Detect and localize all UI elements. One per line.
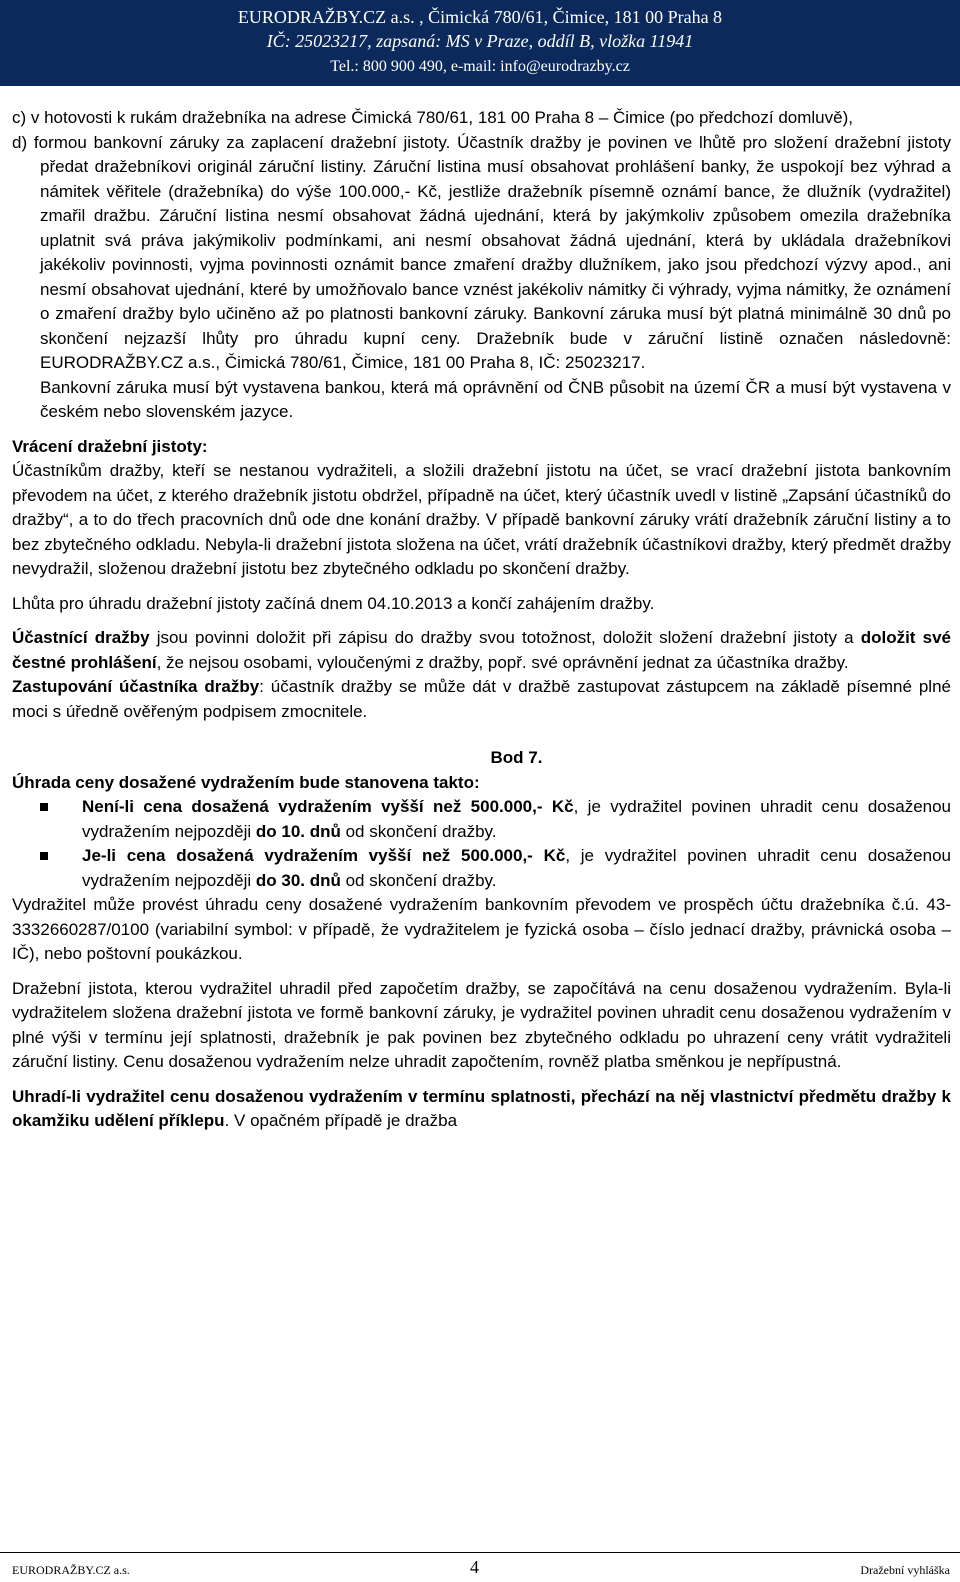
payment-option-d: d) formou bankovní záruky za zaplacení dražební jistoty. Účastník dražby je povinen ve lhůtě pro složení dražební jistoty předat dražebníkovi originál záruční listiny. Záruční listina musí obsahovat prohlášení banky, že uspokojí bez výhrad a námitek věřitele (dražebníka) do výše 100.000,- Kč, jestliže dražebník písemně oznámí bance, že dlužník (vydražitel) zmařil dražbu. Záruční listina nesmí obsahovat žádná ujednání, která by jakýmkoliv způsobem omezila dražebníka uplatnit svá práva jakýmikoliv podmínkami, ani nesmí obsahovat žádná ujednání, která by ukládala dražebníkovi jakékoliv povinnosti, vyjma povinnosti oznámit bance zmaření dražby dlužníkem, jako jsou předchozí výzvy apod., ani nesmí obsahovat ujednání, které by umožňovalo bance vznést jakékoliv námitky či výhrady, vyjma námitky, že oznámení o zmaření dražby bylo učiněno až po platnosti bankovní záruky. Bankovní záruka musí být platná minimálně 30 dnů po skončení nejzazší lhůty pro úhradu kupní ceny. Dražebník bude v záruční listině označen následovně: EURODRAŽBY.CZ a.s., Čimická 780/61, Čimice, 181 00 Praha 8, IČ: 25023217. — [12, 132, 951, 372]
deposit-offset-paragraph: Dražební jistota, kterou vydražitel uhradil před započetím dražby, se započítává na cenu dosaženou vydražením. Byla-li vydražitelem složena dražební jistota ve formě bankovní záruky, je vydražitel povinen uhradit cenu dosaženou vydražením v plné výši v termínu její splatnosti, dražebník je pak povinen bez zbytečného odkladu po uhrazení ceny vrátit vydražiteli záruční listiny. Cenu dosaženou vydražením nelze uhradit započtením, rovněž platba směnkou je nepřípustná. — [12, 978, 951, 1071]
section-number: Bod 7. — [490, 748, 543, 767]
list-item: Je-li cena dosažená vydražením vyšší než 500.000,- Kč, je vydražitel povinen uhradit cenu dosaženou vydražením nejpozději do 30. dnů od skončení dražby. — [12, 844, 951, 893]
section-title-payment: Úhrada ceny dosažené vydražením bude stanovena takto: — [12, 772, 480, 792]
page-number: 4 — [470, 1557, 479, 1577]
letterhead-contact: Tel.: 800 900 490, e-mail: info@eurodrazby.cz — [330, 58, 630, 75]
participants-paragraph: Účastnící dražby jsou povinni doložit při zápisu do dražby svou totožnost, doložit složení dražební jistoty a doložit své čestné prohlášení, že nejsou osobami, vyloučenými z dražby, popř. své oprávnění jednat za účastníka dražby. — [12, 628, 951, 672]
document-body — [12, 106, 951, 1134]
letterhead — [0, 0, 960, 86]
square-bullet-icon — [40, 852, 48, 860]
representation-paragraph: Zastupování účastníka dražby: účastník dražby se může dát v dražbě zastupovat zástupcem na základě písemné plné moci s úředně ověřeným podpisem zmocnitele. — [12, 677, 951, 721]
page-footer — [0, 1552, 960, 1582]
footer-document-title: Dražební vyhláška — [860, 1563, 950, 1577]
payment-option-c: c) v hotovosti k rukám dražebníka na adrese Čimická 780/61, 181 00 Praha 8 – Čimice (po předchozí domluvě), — [12, 108, 853, 127]
bank-guarantee-note: Bankovní záruka musí být vystavena bankou, která má oprávnění od ČNB působit na území ČR a musí být vystavena v českém nebo slovenském jazyce. — [40, 377, 951, 421]
section-title-refund: Vrácení dražební jistoty: — [12, 436, 208, 456]
ownership-transfer-paragraph: Uhradí-li vydražitel cenu dosaženou vydražením v termínu splatnosti, přechází na něj vlastnictví předmětu dražby k okamžiku udělení příklepu. V opačném případě je dražba — [12, 1086, 951, 1130]
letterhead-registration: IČ: 25023217, zapsaná: MS v Praze, oddíl B, vložka 11941 — [266, 31, 694, 51]
letterhead-company: EURODRAŽBY.CZ a.s. , Čimická 780/61, Čimice, 181 00 Praha 8 — [237, 7, 723, 27]
footer-company: EURODRAŽBY.CZ a.s. — [12, 1563, 130, 1577]
deposit-deadline: Lhůta pro úhradu dražební jistoty začíná dnem 04.10.2013 a končí zahájením dražby. — [12, 593, 655, 613]
payment-terms-list — [12, 795, 951, 893]
bank-transfer-paragraph: Vydražitel může provést úhradu ceny dosažené vydražením bankovním převodem ve prospěch účtu dražebníka č.ú. 43-3332660287/0100 (variabilní symbol: v případě, že vydražitelem je fyzická osoba – číslo jednací dražby, právnická osoba – IČ), nebo poštovní poukázkou. — [12, 895, 951, 963]
refund-paragraph: Účastníkům dražby, kteří se nestanou vydražiteli, a složili dražební jistotu na účet, se vrací dražební jistota bankovním převodem na účet, z kterého dražebník jistotu obdržel, případně na účet, který účastník uvedl v listině „Zapsání účastníků do dražby“, a to do třech pracovních dnů ode dne konání dražby. V případě bankovní záruky vrátí dražebník záruční listiny a to bez zbytečného odkladu. Nebyla-li dražební jistota složena na účet, vrátí dražebník účastníkovi dražby, který předmět dražby nevydražil, složenou dražební jistotu bez zbytečného odkladu po skončení dražby. — [12, 461, 951, 578]
list-item: Není-li cena dosažená vydražením vyšší než 500.000,- Kč, je vydražitel povinen uhradit cenu dosaženou vydražením nejpozději do 10. dnů od skončení dražby. — [12, 795, 951, 844]
square-bullet-icon — [40, 803, 48, 811]
